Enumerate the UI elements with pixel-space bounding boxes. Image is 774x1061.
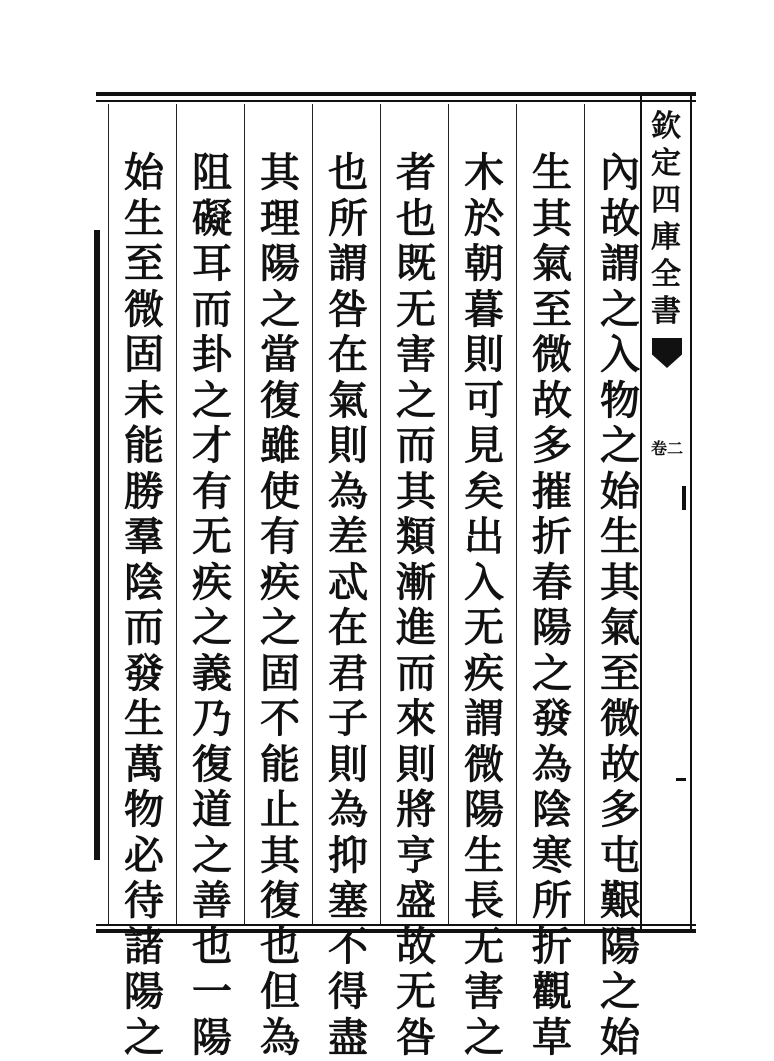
volume-label: 卷二 bbox=[650, 439, 683, 458]
text-column-6: 其理陽之當復雖使有疾之固不能止其復也但為 bbox=[260, 149, 300, 1061]
text-column-1: 內故謂之入物之始生其氣至微故多屯艱陽之始 bbox=[600, 149, 640, 1061]
text-column-4: 者也既无害之而其類漸進而來則將亨盛故无咎 bbox=[396, 149, 436, 1061]
text-column-7: 阻礙耳而卦之才有无疾之義乃復道之善也一陽 bbox=[192, 149, 232, 1061]
text-column-5: 也所謂咎在氣則為差忒在君子則為抑塞不得盡 bbox=[328, 149, 368, 1061]
column-divider bbox=[312, 104, 313, 924]
column-divider bbox=[516, 104, 517, 924]
text-column-3: 木於朝暮則可見矣出入无疾謂微陽生長无害之 bbox=[464, 149, 504, 1061]
margin-tick bbox=[676, 778, 686, 781]
fish-tail-mark bbox=[652, 338, 682, 368]
text-column-2: 生其氣至微故多摧折春陽之發為陰寒所折觀草 bbox=[532, 149, 572, 1061]
book-title: 欽定四庫全書 bbox=[651, 109, 681, 329]
text-column-8: 始生至微固未能勝羣陰而發生萬物必待諸陽之 bbox=[124, 149, 164, 1061]
column-divider bbox=[448, 104, 449, 924]
column-divider bbox=[584, 104, 585, 924]
column-divider bbox=[244, 104, 245, 924]
top-border-thick bbox=[96, 92, 696, 96]
column-divider bbox=[108, 104, 109, 924]
top-border-thin bbox=[96, 100, 696, 102]
left-edge-shadow bbox=[94, 230, 100, 860]
margin-border-right bbox=[690, 96, 692, 930]
margin-tick bbox=[682, 486, 686, 510]
column-divider bbox=[380, 104, 381, 924]
column-divider bbox=[176, 104, 177, 924]
